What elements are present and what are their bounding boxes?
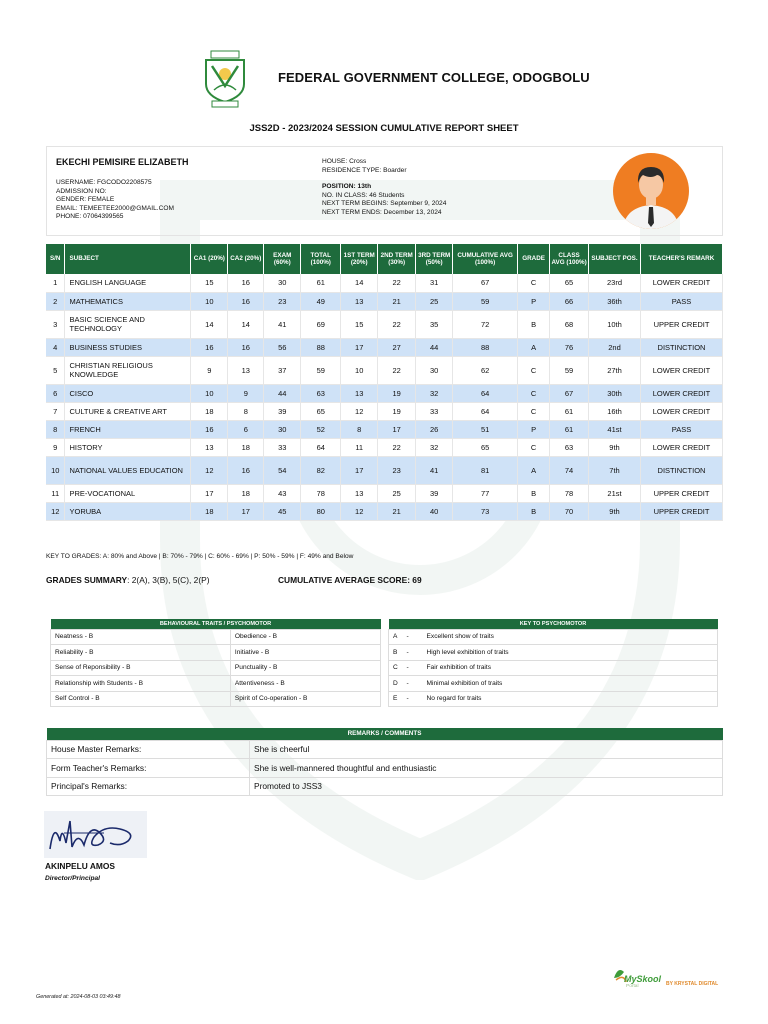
result-cell: 19 bbox=[378, 402, 416, 420]
result-cell: 18 bbox=[191, 502, 228, 520]
subject-name: HISTORY bbox=[65, 438, 191, 456]
signatory-title: Director/Principal bbox=[45, 875, 100, 882]
result-cell: 3 bbox=[46, 310, 65, 338]
result-cell: 14 bbox=[191, 310, 228, 338]
subject-name: FRENCH bbox=[65, 420, 191, 438]
subject-name: YORUBA bbox=[65, 502, 191, 520]
result-cell: 64 bbox=[453, 384, 518, 402]
result-cell: 88 bbox=[301, 338, 341, 356]
trait-cell: Spirit of Co-operation - B bbox=[230, 691, 380, 707]
next-term-begins: NEXT TERM BEGINS: September 9, 2024 bbox=[322, 200, 447, 208]
key-psychomotor-cell: Excellent show of traits bbox=[423, 629, 718, 645]
result-cell: 30 bbox=[264, 274, 301, 292]
results-row bbox=[46, 274, 723, 292]
result-cell: 12 bbox=[341, 502, 378, 520]
result-cell: 16 bbox=[228, 456, 264, 484]
brand-sub: Portal bbox=[626, 984, 639, 989]
student-username: USERNAME: FGCODO2208575 bbox=[56, 179, 152, 186]
result-cell: 64 bbox=[301, 438, 341, 456]
result-cell: 70 bbox=[550, 502, 589, 520]
results-row bbox=[46, 402, 723, 420]
student-gender: GENDER: FEMALE bbox=[56, 196, 115, 204]
result-cell: 25 bbox=[416, 292, 453, 310]
result-cell: 18 bbox=[228, 484, 264, 502]
result-cell: P bbox=[518, 292, 550, 310]
result-cell: 8 bbox=[46, 420, 65, 438]
result-cell: PASS bbox=[641, 292, 723, 310]
results-row bbox=[46, 338, 723, 356]
subject-name: BASIC SCIENCE AND TECHNOLOGY bbox=[65, 310, 191, 338]
result-cell: 2 bbox=[46, 292, 65, 310]
result-cell: 12 bbox=[46, 502, 65, 520]
report-sheet-title: JSS2D - 2023/2024 SESSION CUMULATIVE REPORT SHEET bbox=[249, 123, 519, 134]
result-cell: 82 bbox=[301, 456, 341, 484]
key-psychomotor-cell: B bbox=[389, 645, 403, 661]
student-email: EMAIL: TEMEETEE2000@GMAIL.COM bbox=[56, 204, 174, 212]
remarks-row bbox=[47, 740, 723, 759]
remark-text: She is well-mannered thoughtful and enthusiastic bbox=[250, 759, 723, 778]
brand-name: MySkool bbox=[624, 974, 662, 984]
result-cell: 18 bbox=[191, 402, 228, 420]
traits-row bbox=[51, 629, 381, 645]
result-cell: 10 bbox=[46, 456, 65, 484]
key-psychomotor-row bbox=[389, 660, 718, 676]
result-cell: 13 bbox=[341, 292, 378, 310]
result-cell: 44 bbox=[264, 384, 301, 402]
result-cell: 16 bbox=[228, 274, 264, 292]
result-cell: 72 bbox=[453, 310, 518, 338]
key-psychomotor-table bbox=[388, 619, 718, 707]
trait-cell: Initiative - B bbox=[230, 645, 380, 661]
result-cell: 21st bbox=[589, 484, 641, 502]
result-cell: C bbox=[518, 274, 550, 292]
result-cell: 56 bbox=[264, 338, 301, 356]
result-cell: 7th bbox=[589, 456, 641, 484]
result-cell: LOWER CREDIT bbox=[641, 402, 723, 420]
result-cell: 30 bbox=[416, 356, 453, 384]
result-cell: 22 bbox=[378, 356, 416, 384]
result-cell: 62 bbox=[453, 356, 518, 384]
result-cell: 81 bbox=[453, 456, 518, 484]
results-table bbox=[46, 244, 723, 521]
subject-name: CHRISTIAN RELIGIOUS KNOWLEDGE bbox=[65, 356, 191, 384]
key-psychomotor-cell: Minimal exhibition of traits bbox=[423, 676, 718, 692]
results-row bbox=[46, 310, 723, 338]
result-cell: 15 bbox=[341, 310, 378, 338]
remarks-title: REMARKS / COMMENTS bbox=[47, 728, 723, 740]
remarks-table bbox=[46, 728, 723, 796]
key-psychomotor-cell: No regard for traits bbox=[423, 691, 718, 707]
results-header-cell: SUBJECT POS. bbox=[589, 244, 641, 274]
results-header-cell: GRADE bbox=[518, 244, 550, 274]
student-details bbox=[56, 179, 174, 222]
result-cell: 67 bbox=[453, 274, 518, 292]
result-cell: 78 bbox=[301, 484, 341, 502]
subject-name: NATIONAL VALUES EDUCATION bbox=[65, 456, 191, 484]
results-row bbox=[46, 502, 723, 520]
result-cell: 65 bbox=[550, 274, 589, 292]
key-psychomotor-cell: - bbox=[403, 691, 423, 707]
result-cell: UPPER CREDIT bbox=[641, 502, 723, 520]
result-cell: 16 bbox=[228, 292, 264, 310]
result-cell: B bbox=[518, 484, 550, 502]
result-cell: 67 bbox=[550, 384, 589, 402]
key-psychomotor-cell: C bbox=[389, 660, 403, 676]
result-cell: 5 bbox=[46, 356, 65, 384]
student-house: HOUSE: Cross bbox=[322, 158, 367, 165]
results-header-cell: EXAM (60%) bbox=[264, 244, 301, 274]
result-cell: 23 bbox=[378, 456, 416, 484]
result-cell: 65 bbox=[301, 402, 341, 420]
results-header-cell: CA1 (20%) bbox=[191, 244, 228, 274]
trait-cell: Obedience - B bbox=[230, 629, 380, 645]
result-cell: UPPER CREDIT bbox=[641, 310, 723, 338]
result-cell: 9th bbox=[589, 438, 641, 456]
result-cell: 13 bbox=[191, 438, 228, 456]
result-cell: 9th bbox=[589, 502, 641, 520]
results-header-cell: 1ST TERM (20%) bbox=[341, 244, 378, 274]
results-row bbox=[46, 356, 723, 384]
signatory-name: AKINPELU AMOS bbox=[45, 861, 115, 871]
result-cell: 10 bbox=[191, 292, 228, 310]
result-cell: 45 bbox=[264, 502, 301, 520]
result-cell: 22 bbox=[378, 274, 416, 292]
results-header-cell: S/N bbox=[46, 244, 65, 274]
result-cell: 32 bbox=[416, 438, 453, 456]
result-cell: 68 bbox=[550, 310, 589, 338]
result-cell: 4 bbox=[46, 338, 65, 356]
result-cell: 11 bbox=[341, 438, 378, 456]
result-cell: 40 bbox=[416, 502, 453, 520]
result-cell: 30 bbox=[264, 420, 301, 438]
result-cell: 61 bbox=[301, 274, 341, 292]
result-cell: B bbox=[518, 310, 550, 338]
page-header bbox=[0, 44, 768, 110]
results-header-cell: TOTAL (100%) bbox=[301, 244, 341, 274]
result-cell: 17 bbox=[341, 338, 378, 356]
trait-cell: Punctuality - B bbox=[230, 660, 380, 676]
result-cell: 16 bbox=[191, 420, 228, 438]
result-cell: 33 bbox=[264, 438, 301, 456]
results-row bbox=[46, 420, 723, 438]
result-cell: P bbox=[518, 420, 550, 438]
result-cell: 9 bbox=[228, 384, 264, 402]
result-cell: 7 bbox=[46, 402, 65, 420]
results-row bbox=[46, 438, 723, 456]
result-cell: 21 bbox=[378, 502, 416, 520]
result-cell: UPPER CREDIT bbox=[641, 484, 723, 502]
result-cell: 41st bbox=[589, 420, 641, 438]
result-cell: 8 bbox=[341, 420, 378, 438]
key-psychomotor-cell: E bbox=[389, 691, 403, 707]
result-cell: 63 bbox=[550, 438, 589, 456]
result-cell: C bbox=[518, 402, 550, 420]
remark-text: Promoted to JSS3 bbox=[250, 777, 723, 796]
subject-name: PRE-VOCATIONAL bbox=[65, 484, 191, 502]
result-cell: 6 bbox=[46, 384, 65, 402]
result-cell: 27th bbox=[589, 356, 641, 384]
traits-row bbox=[51, 691, 381, 707]
result-cell: LOWER CREDIT bbox=[641, 356, 723, 384]
result-cell: 51 bbox=[453, 420, 518, 438]
trait-cell: Attentiveness - B bbox=[230, 676, 380, 692]
result-cell: 23rd bbox=[589, 274, 641, 292]
result-cell: 19 bbox=[378, 384, 416, 402]
result-cell: 12 bbox=[191, 456, 228, 484]
results-header-cell: 3RD TERM (50%) bbox=[416, 244, 453, 274]
result-cell: 41 bbox=[416, 456, 453, 484]
result-cell: 80 bbox=[301, 502, 341, 520]
results-header-cell: SUBJECT bbox=[65, 244, 191, 274]
trait-cell: Relationship with Students - B bbox=[51, 676, 231, 692]
result-cell: 30th bbox=[589, 384, 641, 402]
result-cell: 49 bbox=[301, 292, 341, 310]
key-psychomotor-row bbox=[389, 629, 718, 645]
remark-label: Principal's Remarks: bbox=[47, 777, 250, 796]
traits-title: BEHAVIOURAL TRAITS / PSYCHOMOTOR bbox=[51, 619, 381, 629]
result-cell: C bbox=[518, 384, 550, 402]
result-cell: 76 bbox=[550, 338, 589, 356]
student-avatar bbox=[613, 153, 689, 229]
result-cell: 10 bbox=[191, 384, 228, 402]
remarks-row bbox=[47, 759, 723, 778]
result-cell: 39 bbox=[264, 402, 301, 420]
result-cell: 61 bbox=[550, 402, 589, 420]
result-cell: PASS bbox=[641, 420, 723, 438]
remark-text: She is cheerful bbox=[250, 740, 723, 759]
student-name: EKECHI PEMISIRE ELIZABETH bbox=[56, 157, 189, 167]
results-row bbox=[46, 456, 723, 484]
result-cell: 13 bbox=[228, 356, 264, 384]
result-cell: LOWER CREDIT bbox=[641, 274, 723, 292]
result-cell: 22 bbox=[378, 310, 416, 338]
result-cell: 23 bbox=[264, 292, 301, 310]
results-header-cell: CUMULATIVE AVG (100%) bbox=[453, 244, 518, 274]
traits-row bbox=[51, 660, 381, 676]
remarks-row bbox=[47, 777, 723, 796]
result-cell: 8 bbox=[228, 402, 264, 420]
results-row bbox=[46, 484, 723, 502]
result-cell: 32 bbox=[416, 384, 453, 402]
result-cell: 78 bbox=[550, 484, 589, 502]
result-cell: 14 bbox=[341, 274, 378, 292]
result-cell: 17 bbox=[191, 484, 228, 502]
result-cell: 41 bbox=[264, 310, 301, 338]
result-cell: 59 bbox=[301, 356, 341, 384]
result-cell: 88 bbox=[453, 338, 518, 356]
student-info-card bbox=[46, 146, 723, 236]
result-cell: 52 bbox=[301, 420, 341, 438]
result-cell: 35 bbox=[416, 310, 453, 338]
house-details bbox=[322, 158, 446, 218]
key-psychomotor-row bbox=[389, 645, 718, 661]
result-cell: 11 bbox=[46, 484, 65, 502]
subject-name: CISCO bbox=[65, 384, 191, 402]
result-cell: 18 bbox=[228, 438, 264, 456]
result-cell: DISTINCTION bbox=[641, 338, 723, 356]
result-cell: 54 bbox=[264, 456, 301, 484]
result-cell: 77 bbox=[453, 484, 518, 502]
results-header-row bbox=[46, 244, 723, 274]
result-cell: 33 bbox=[416, 402, 453, 420]
result-cell: 14 bbox=[228, 310, 264, 338]
subject-name: CULTURE & CREATIVE ART bbox=[65, 402, 191, 420]
results-header-cell: 2ND TERM (30%) bbox=[378, 244, 416, 274]
result-cell: 16th bbox=[589, 402, 641, 420]
key-psychomotor-cell: - bbox=[403, 645, 423, 661]
result-cell: 65 bbox=[453, 438, 518, 456]
key-psychomotor-title: KEY TO PSYCHOMOTOR bbox=[389, 619, 718, 629]
result-cell: 9 bbox=[46, 438, 65, 456]
result-cell: 74 bbox=[550, 456, 589, 484]
result-cell: 39 bbox=[416, 484, 453, 502]
trait-cell: Reliability - B bbox=[51, 645, 231, 661]
result-cell: 66 bbox=[550, 292, 589, 310]
traits-row bbox=[51, 645, 381, 661]
remark-label: Form Teacher's Remarks: bbox=[47, 759, 250, 778]
student-phone: PHONE: 07064399565 bbox=[56, 213, 124, 221]
result-cell: 43 bbox=[264, 484, 301, 502]
result-cell: 36th bbox=[589, 292, 641, 310]
result-cell: 2nd bbox=[589, 338, 641, 356]
result-cell: A bbox=[518, 338, 550, 356]
student-position: POSITION: 13th bbox=[322, 183, 372, 191]
brand-by: BY KRYSTAL DIGITAL bbox=[666, 981, 719, 987]
key-psychomotor-cell: High level exhibition of traits bbox=[423, 645, 718, 661]
trait-cell: Self Control - B bbox=[51, 691, 231, 707]
key-psychomotor-row bbox=[389, 691, 718, 707]
result-cell: 31 bbox=[416, 274, 453, 292]
key-psychomotor-cell: Fair exhibition of traits bbox=[423, 660, 718, 676]
student-residence: RESIDENCE TYPE: Boarder bbox=[322, 166, 407, 174]
result-cell: 69 bbox=[301, 310, 341, 338]
key-psychomotor-cell: A bbox=[389, 629, 403, 645]
result-cell: LOWER CREDIT bbox=[641, 438, 723, 456]
result-cell: 10th bbox=[589, 310, 641, 338]
result-cell: LOWER CREDIT bbox=[641, 384, 723, 402]
result-cell: B bbox=[518, 502, 550, 520]
cumulative-average: CUMULATIVE AVERAGE SCORE: 69 bbox=[278, 575, 422, 585]
key-psychomotor-row bbox=[389, 676, 718, 692]
result-cell: 16 bbox=[228, 338, 264, 356]
results-body bbox=[46, 274, 723, 520]
result-cell: 13 bbox=[341, 484, 378, 502]
subject-name: BUSINESS STUDIES bbox=[65, 338, 191, 356]
results-header-cell: TEACHER'S REMARK bbox=[641, 244, 723, 274]
result-cell: DISTINCTION bbox=[641, 456, 723, 484]
key-psychomotor-cell: - bbox=[403, 660, 423, 676]
result-cell: 15 bbox=[191, 274, 228, 292]
result-cell: 59 bbox=[453, 292, 518, 310]
result-cell: 73 bbox=[453, 502, 518, 520]
result-cell: 21 bbox=[378, 292, 416, 310]
school-crest-logo bbox=[200, 50, 250, 108]
result-cell: C bbox=[518, 356, 550, 384]
traits-row bbox=[51, 676, 381, 692]
result-cell: 17 bbox=[228, 502, 264, 520]
result-cell: 10 bbox=[341, 356, 378, 384]
key-psychomotor-cell: D bbox=[389, 676, 403, 692]
result-cell: 37 bbox=[264, 356, 301, 384]
student-admission-no: ADMISSION NO: bbox=[56, 187, 107, 195]
result-cell: 61 bbox=[550, 420, 589, 438]
trait-cell: Neatness - B bbox=[51, 629, 231, 645]
result-cell: C bbox=[518, 438, 550, 456]
behavioural-traits-table bbox=[50, 619, 381, 707]
principal-signature bbox=[44, 811, 147, 858]
grades-summary bbox=[46, 575, 210, 585]
result-cell: 17 bbox=[378, 420, 416, 438]
school-name: FEDERAL GOVERNMENT COLLEGE, ODOGBOLU bbox=[278, 70, 590, 85]
key-to-grades: KEY TO GRADES: A: 80% and Above | B: 70% - 79% | C: 60% - 69% | P: 50% - 59% | F: 49% and Below bbox=[46, 553, 354, 560]
class-size: NO. IN CLASS: 46 Students bbox=[322, 191, 405, 199]
result-cell: 13 bbox=[341, 384, 378, 402]
grades-summary-value: : 2(A), 3(B), 5(C), 2(P) bbox=[127, 575, 210, 585]
grades-summary-label: GRADES SUMMARY bbox=[46, 575, 128, 585]
result-cell: 25 bbox=[378, 484, 416, 502]
result-cell: 17 bbox=[341, 456, 378, 484]
key-psychomotor-cell: - bbox=[403, 676, 423, 692]
result-cell: 1 bbox=[46, 274, 65, 292]
results-row bbox=[46, 292, 723, 310]
result-cell: 27 bbox=[378, 338, 416, 356]
result-cell: 59 bbox=[550, 356, 589, 384]
subject-name: MATHEMATICS bbox=[65, 292, 191, 310]
remark-label: House Master Remarks: bbox=[47, 740, 250, 759]
result-cell: 64 bbox=[453, 402, 518, 420]
next-term-ends: NEXT TERM ENDS: December 13, 2024 bbox=[322, 208, 442, 216]
key-psychomotor-cell: - bbox=[403, 629, 423, 645]
result-cell: A bbox=[518, 456, 550, 484]
trait-cell: Sense of Reponsibility - B bbox=[51, 660, 231, 676]
result-cell: 12 bbox=[341, 402, 378, 420]
result-cell: 22 bbox=[378, 438, 416, 456]
results-header-cell: CA2 (20%) bbox=[228, 244, 264, 274]
generated-timestamp: Generated at: 2024-08-03 03:49:48 bbox=[36, 994, 121, 1000]
result-cell: 26 bbox=[416, 420, 453, 438]
result-cell: 16 bbox=[191, 338, 228, 356]
results-row bbox=[46, 384, 723, 402]
result-cell: 9 bbox=[191, 356, 228, 384]
result-cell: 63 bbox=[301, 384, 341, 402]
results-header-cell: CLASS AVG (100%) bbox=[550, 244, 589, 274]
result-cell: 44 bbox=[416, 338, 453, 356]
result-cell: 6 bbox=[228, 420, 264, 438]
subject-name: ENGLISH LANGUAGE bbox=[65, 274, 191, 292]
